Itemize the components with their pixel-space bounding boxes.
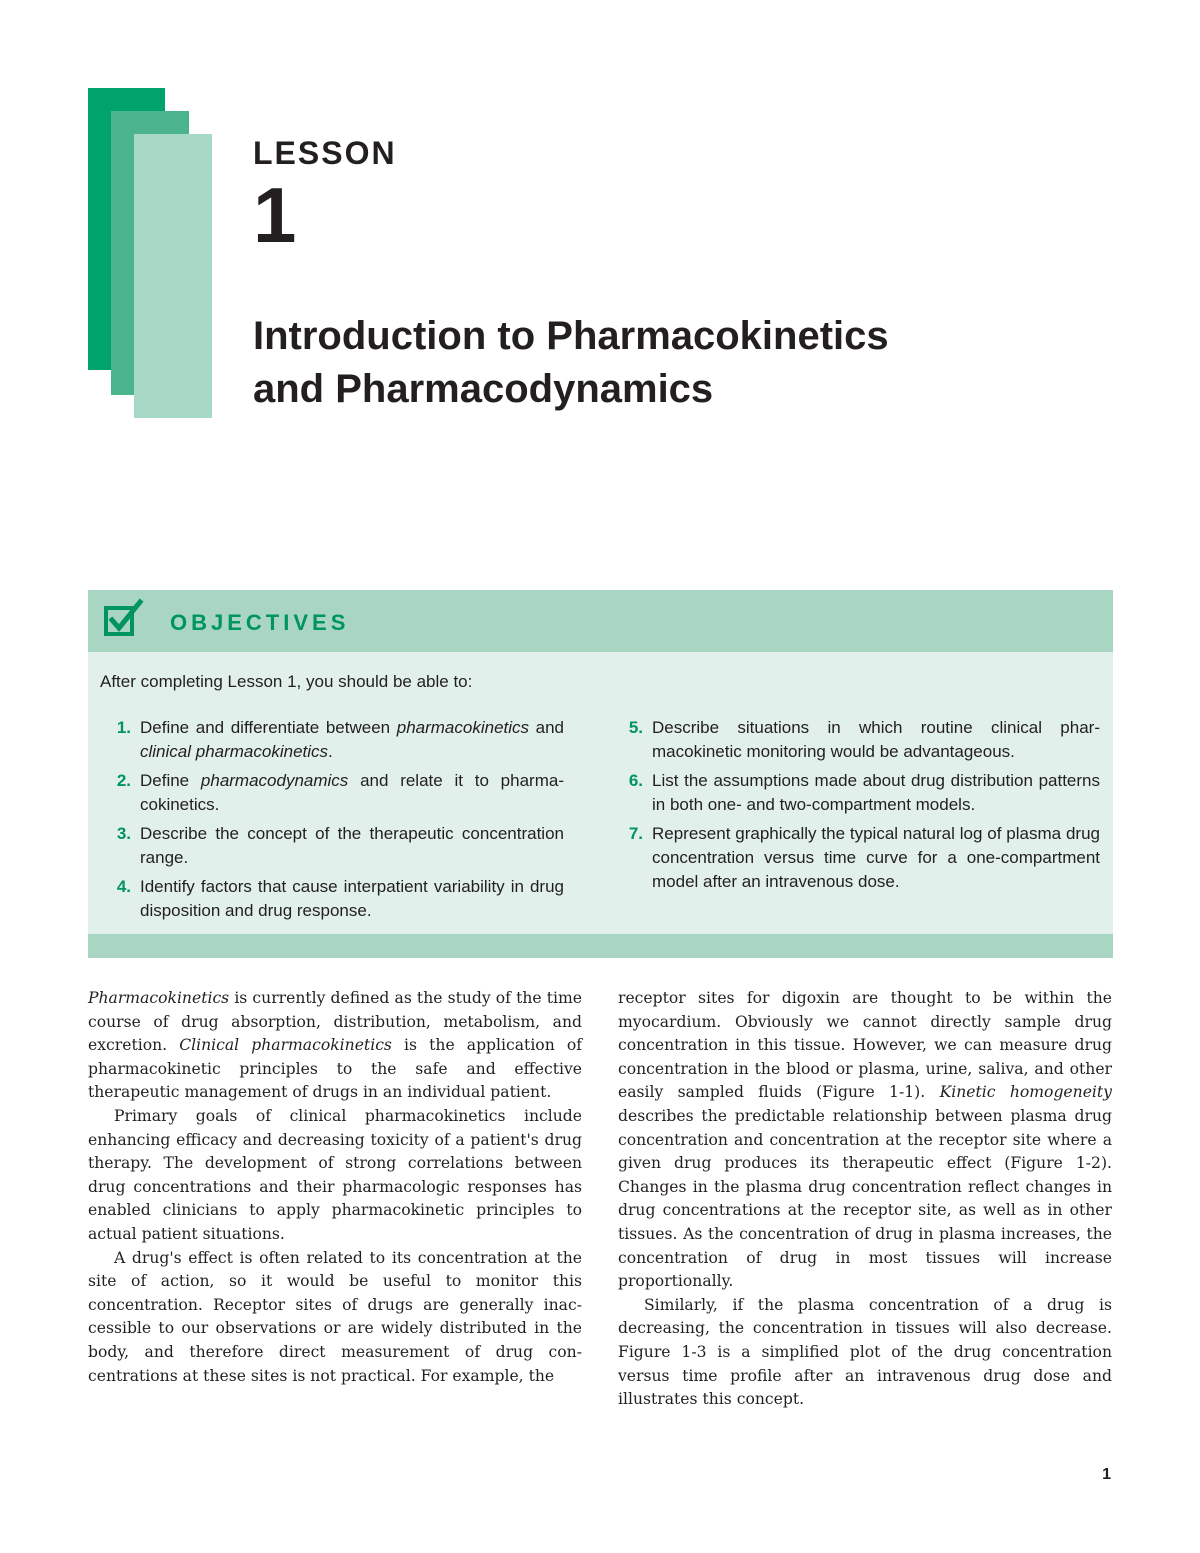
text-run: is currently defined as the study of the time course of drug absorption, distribution, metabolism, and excretion. — [88, 989, 582, 1055]
objective-text — [652, 822, 1100, 894]
italic-term: Kinetic homogeneity — [939, 1083, 1112, 1102]
objective-item — [614, 716, 1100, 764]
objective-item — [102, 716, 564, 764]
italic-term: pharmacokinetics — [396, 718, 530, 737]
objective-item — [614, 822, 1100, 894]
text-run: and relate it to pharmacokinetics. — [140, 771, 564, 814]
lesson-number: 1 — [253, 171, 297, 259]
objective-item — [102, 769, 564, 817]
body-paragraph — [618, 1294, 1112, 1412]
objectives-footer-bar — [88, 934, 1113, 958]
objectives-list-right — [614, 716, 1100, 899]
decorative-bar-light — [134, 134, 212, 418]
text-run: is the application of pharmacokinetic principles to the safe and effective therapeutic management of drugs in an individual patient. — [88, 1036, 582, 1102]
objective-number: 5. — [628, 718, 643, 737]
objective-text — [140, 769, 564, 817]
objective-text — [140, 716, 564, 764]
body-column-right — [618, 987, 1112, 1412]
objective-item — [102, 822, 564, 870]
text-run: List the assumptions made about drug distribution patterns in both one- and two-compartment models. — [652, 771, 1100, 814]
text-run: Primary goals of clinical pharmacokinetics include enhancing efficacy and decreasing toxicity of a patient's drug therapy. The development of strong correlations between drug concentrations and their pharmacologic responses has enabled clinicians to apply pharmacokinetic principles to actual patient situations. — [88, 1106, 582, 1243]
chapter-title-line-1: Introduction to Pharmacokinetics — [253, 314, 889, 358]
text-run: receptor sites for digoxin are thought to be within the myocardium. Obviously we cannot directly sample drug concentration in this tissue. However, we can measure drug concentration in the blood or plasma, urine, saliva, and other easily sampled fluids (Figure 1-1). — [618, 989, 1112, 1102]
body-paragraph — [88, 987, 582, 1105]
text-run: . — [328, 742, 333, 761]
text-run: and — [529, 718, 565, 737]
objective-number: 3. — [116, 824, 131, 843]
text-run: Define — [140, 771, 201, 790]
text-run: Describe the concept of the therapeutic concentration range. — [140, 824, 564, 867]
page-number: 1 — [1102, 1466, 1111, 1483]
text-run: Identify factors that cause interpatient variability in drug disposition and drug response. — [140, 877, 564, 920]
objective-number: 1. — [116, 718, 131, 737]
objectives-intro: After completing Lesson 1, you should be able to: — [100, 672, 473, 691]
objectives-title: OBJECTIVES — [170, 610, 350, 635]
objectives-header — [88, 590, 1113, 652]
text-run: A drug's effect is often related to its concentration at the site of action, so it would be useful to monitor this concentration. Receptor sites of drugs are generally inaccessible to our observations or are widely distributed in the body, and therefore direct measurement of drug concentrations at these sites is not practical. For example, the — [88, 1248, 582, 1385]
text-run: Describe situations in which routine clinical pharmacokinetic monitoring would be advantageous. — [652, 718, 1100, 761]
objective-item — [102, 875, 564, 923]
objective-text — [140, 822, 564, 870]
lesson-label: LESSON — [253, 135, 397, 171]
body-column-left — [88, 987, 582, 1388]
objective-number: 4. — [116, 877, 131, 896]
chapter-title — [253, 310, 889, 416]
objective-number: 2. — [116, 771, 131, 790]
text-run: Similarly, if the plasma concentration of a drug is decreasing, the concentration in tissues will also decrease. Figure 1-3 is a simplified plot of the drug concentration versus time profile after an intravenous drug dose and illustrates this concept. — [618, 1295, 1112, 1409]
objectives-box — [88, 590, 1113, 958]
body-paragraph — [88, 1247, 582, 1389]
italic-term: pharmacodynamics — [200, 771, 349, 790]
objective-text — [140, 875, 564, 923]
chapter-title-line-2: and Pharmacodynamics — [253, 367, 714, 411]
italic-term: Pharmacokinetics — [88, 989, 230, 1007]
objective-text — [652, 716, 1100, 764]
objective-number: 7. — [628, 824, 643, 843]
checkbox-icon — [102, 598, 144, 640]
objective-number: 6. — [628, 771, 643, 790]
body-paragraph — [618, 987, 1112, 1294]
body-paragraph — [88, 1105, 582, 1247]
text-run: describes the predictable relationship between plasma drug concentration and concentration at the receptor site where a given drug produces its therapeutic effect (Figure 1-2). Changes in the plasma drug concentration reflect changes in drug concentrations at the receptor site, as well as in other tissues. As the concentration of drug in plasma increases, the concentration of drug in most tissues will increase proportionally. — [618, 1106, 1112, 1291]
objectives-list-left — [102, 716, 564, 928]
objective-item — [614, 769, 1100, 817]
objective-text — [652, 769, 1100, 817]
italic-term: clinical pharmacokinetics — [140, 742, 329, 761]
text-run: Represent graphically the typical natural log of plasma drug concentration versus time curve for a one-compartment model after an intravenous dose. — [652, 824, 1100, 891]
text-run: Define and differentiate between — [140, 718, 397, 737]
italic-term: Clinical pharmacokinetics — [179, 1036, 392, 1055]
